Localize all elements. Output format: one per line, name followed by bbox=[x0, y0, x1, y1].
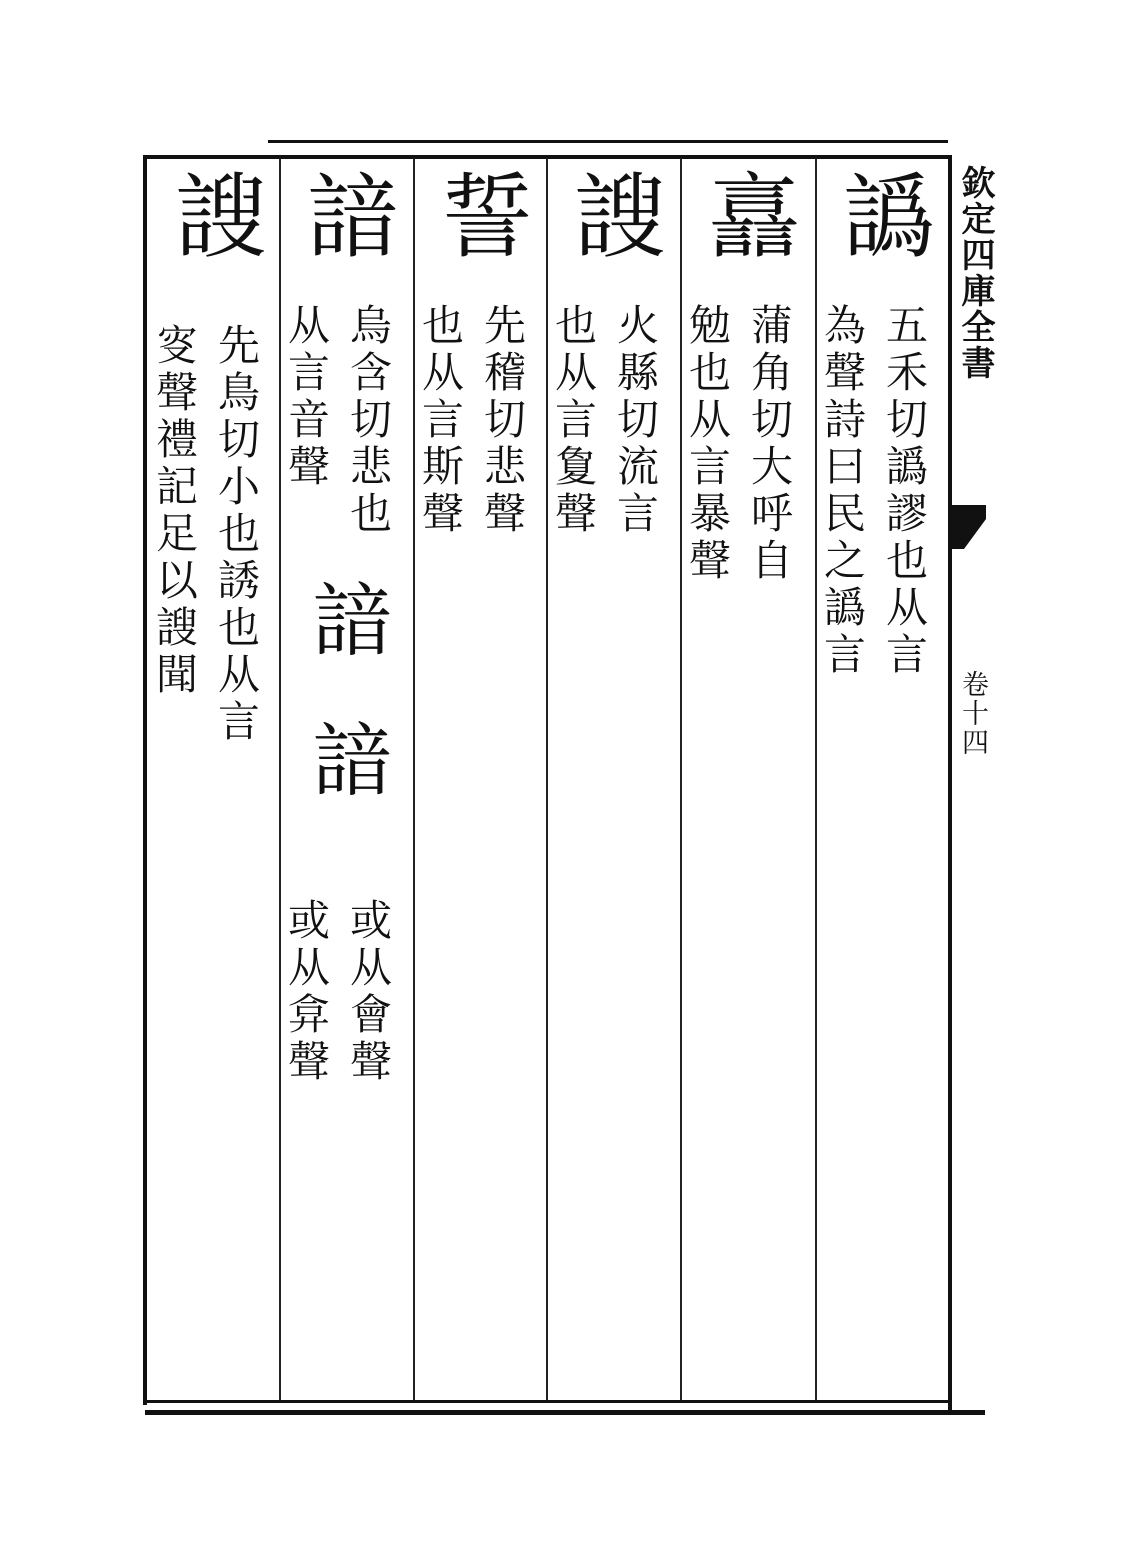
seal-character: 譌 bbox=[828, 168, 935, 260]
bottom-outer-border bbox=[145, 1410, 985, 1415]
gloss-line-1: 火縣切流言 bbox=[611, 303, 660, 538]
entry-column-3 bbox=[548, 168, 676, 1393]
fish-tail-ornament-icon bbox=[952, 505, 986, 549]
variant-seal-character: 諳 bbox=[299, 718, 392, 798]
gloss-line-1: 先鳥切小也誘也从言 bbox=[212, 323, 261, 746]
gloss-line-2: 叜聲禮記足以謏聞 bbox=[150, 323, 199, 699]
entry-column-6 bbox=[149, 168, 277, 1393]
seal-character: 諳 bbox=[292, 168, 399, 260]
gloss-line-2: 也从言斯聲 bbox=[416, 303, 465, 538]
gloss-line-2: 勉也从言暴聲 bbox=[683, 303, 732, 585]
gloss-line-1: 烏含切悲也 bbox=[344, 303, 393, 538]
seal-character: 譶 bbox=[693, 168, 800, 260]
gloss-line-2: 从言音聲 bbox=[282, 303, 331, 491]
bottom-inner-border bbox=[145, 1400, 950, 1403]
book-title: 欽定四庫全書 bbox=[955, 165, 995, 381]
gloss-line-2: 也从言夐聲 bbox=[549, 303, 598, 538]
top-outer-border bbox=[268, 140, 948, 143]
variant-seal-character: 諳 bbox=[299, 578, 392, 658]
gloss-line-1: 先稽切悲聲 bbox=[478, 303, 527, 538]
gloss-line-2: 為聲詩曰民之譌言 bbox=[818, 303, 867, 679]
variant-gloss-2: 或从弇聲 bbox=[282, 898, 331, 1086]
entry-column-5 bbox=[281, 168, 409, 1393]
gloss-line-1: 五禾切譌謬也从言 bbox=[880, 303, 929, 679]
gloss-line-1: 蒲角切大呼自 bbox=[745, 303, 794, 585]
entry-column-2 bbox=[682, 168, 810, 1393]
entry-column-4 bbox=[415, 168, 543, 1393]
right-border bbox=[948, 155, 952, 1413]
volume-number: 卷十四 bbox=[957, 670, 988, 757]
seal-character: 謏 bbox=[160, 168, 267, 260]
seal-character: 謏 bbox=[559, 168, 666, 260]
seal-character: 誓 bbox=[426, 168, 533, 260]
entry-column-1 bbox=[817, 168, 945, 1393]
variant-gloss-1: 或从會聲 bbox=[344, 898, 393, 1086]
